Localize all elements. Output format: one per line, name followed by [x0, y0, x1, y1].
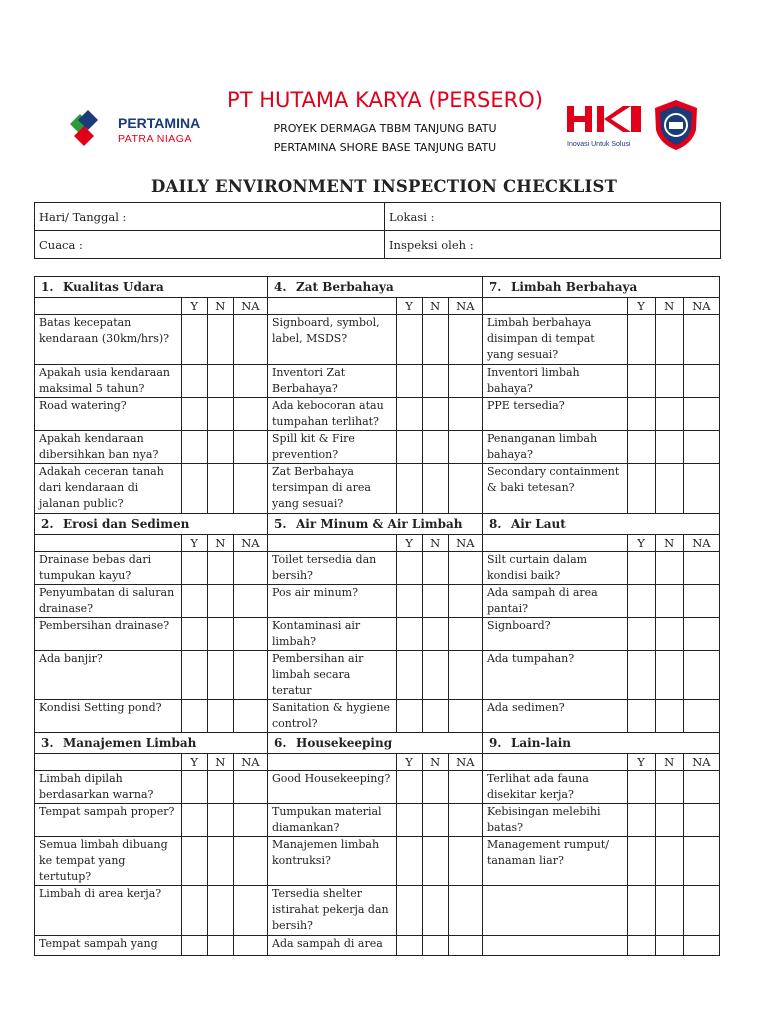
checklist-question: Management rumput/ tanaman liar? — [482, 837, 627, 886]
header-y: Y — [181, 535, 207, 552]
checklist-question: Pos air minum? — [268, 585, 397, 618]
answer-cell-y[interactable] — [627, 552, 655, 585]
answer-cell-na[interactable] — [448, 464, 482, 514]
checklist-question: Kondisi Setting pond? — [35, 700, 182, 733]
answer-cell-na[interactable] — [233, 315, 267, 365]
answer-cell-na[interactable] — [448, 771, 482, 804]
header-y: Y — [627, 535, 655, 552]
answer-cell-y[interactable] — [181, 886, 207, 936]
checklist-question: Pembersihan air limbah secara teratur — [268, 651, 397, 700]
checklist-question: Ada sampah di area pantai? — [482, 585, 627, 618]
answer-cell-na[interactable] — [448, 886, 482, 936]
header-n: N — [655, 754, 683, 771]
checklist-question: Zat Berbahaya tersimpan di area yang sesuai? — [268, 464, 397, 514]
checklist-table — [34, 276, 720, 956]
answer-cell-n[interactable] — [207, 398, 233, 431]
section-label: Zat Berbahaya — [296, 280, 394, 294]
section-label: Manajemen Limbah — [63, 736, 197, 750]
answer-cell-na[interactable] — [448, 618, 482, 651]
checklist-question: PPE tersedia? — [482, 398, 627, 431]
answer-cell-na[interactable] — [448, 651, 482, 700]
answer-cell-y[interactable] — [181, 585, 207, 618]
section-number: 1. — [41, 280, 54, 294]
checklist-row — [35, 804, 720, 837]
section-number: 9. — [488, 736, 502, 750]
checklist-question: Ada kebocoran atau tumpahan terlihat? — [268, 398, 397, 431]
answer-cell-n[interactable] — [655, 398, 683, 431]
checklist-question: Toilet tersedia dan bersih? — [268, 552, 397, 585]
answer-cell-y[interactable] — [396, 398, 422, 431]
answer-cell-na[interactable] — [448, 837, 482, 886]
checklist-question: Signboard? — [482, 618, 627, 651]
checklist-question: Ada sedimen? — [482, 700, 627, 733]
answer-cell-n[interactable] — [655, 365, 683, 398]
answer-cell-na[interactable] — [233, 936, 267, 956]
answer-cell-n[interactable] — [207, 365, 233, 398]
pertamina-logo-sub: PATRA NIAGA — [118, 133, 192, 145]
header-n: N — [207, 535, 233, 552]
section-title — [482, 733, 719, 754]
answer-cell-y[interactable] — [396, 837, 422, 886]
answer-cell-n[interactable] — [422, 651, 448, 700]
header-na: NA — [233, 535, 267, 552]
checklist-row — [35, 431, 720, 464]
document-title: DAILY ENVIRONMENT INSPECTION CHECKLIST — [150, 177, 618, 196]
checklist-question: Kontaminasi air limbah? — [268, 618, 397, 651]
answer-cell-y[interactable] — [396, 552, 422, 585]
section-number: 4. — [274, 280, 287, 294]
section-label: Air Laut — [510, 517, 566, 531]
info-table — [34, 202, 721, 259]
answer-cell-y[interactable] — [627, 936, 655, 956]
header-blank-cell — [482, 754, 627, 771]
answer-cell-na[interactable] — [233, 700, 267, 733]
answer-cell-n[interactable] — [207, 886, 233, 936]
answer-cell-y[interactable] — [181, 431, 207, 464]
checklist-question: Manajemen limbah kontruksi? — [268, 837, 397, 886]
section-number: 5. — [274, 517, 287, 531]
checklist-question: Signboard, symbol, label, MSDS? — [268, 315, 397, 365]
answer-cell-na[interactable] — [683, 315, 719, 365]
answer-cell-n[interactable] — [207, 771, 233, 804]
answer-cell-n[interactable] — [207, 585, 233, 618]
answer-cell-y[interactable] — [627, 886, 655, 936]
answer-cell-na[interactable] — [233, 804, 267, 837]
header-blank-cell — [35, 298, 182, 315]
answer-cell-y[interactable] — [181, 936, 207, 956]
checklist-question — [482, 886, 627, 936]
project-line-2: PERTAMINA SHORE BASE TANJUNG BATU — [273, 141, 497, 154]
section-title — [268, 733, 483, 754]
checklist-question: Adakah ceceran tanah dari kendaraan di jalanan public? — [35, 464, 182, 514]
header-blank-cell — [482, 298, 627, 315]
answer-cell-na[interactable] — [448, 365, 482, 398]
header-blank-cell — [268, 535, 397, 552]
checklist-question: Inventori limbah bahaya? — [482, 365, 627, 398]
answer-cell-n[interactable] — [422, 552, 448, 585]
answer-cell-y[interactable] — [396, 365, 422, 398]
answer-cell-n[interactable] — [655, 464, 683, 514]
checklist-row — [35, 365, 720, 398]
section-label: Lain-lain — [510, 736, 572, 750]
inspector-field[interactable]: Inspeksi oleh : — [385, 231, 721, 259]
answer-cell-na[interactable] — [683, 700, 719, 733]
date-field[interactable]: Hari/ Tanggal : — [35, 203, 385, 231]
checklist-question: Silt curtain dalam kondisi baik? — [482, 552, 627, 585]
page-header — [0, 0, 768, 175]
answer-cell-n[interactable] — [422, 431, 448, 464]
checklist-row — [35, 315, 720, 365]
checklist-question: Sanitation & hygiene control? — [268, 700, 397, 733]
checklist-question: Penanganan limbah bahaya? — [482, 431, 627, 464]
checklist-question: Terlihat ada fauna disekitar kerja? — [482, 771, 627, 804]
weather-field[interactable]: Cuaca : — [35, 231, 385, 259]
answer-cell-y[interactable] — [181, 315, 207, 365]
answer-cell-n[interactable] — [422, 936, 448, 956]
header-n: N — [655, 535, 683, 552]
answer-cell-n[interactable] — [207, 651, 233, 700]
answer-cell-n[interactable] — [422, 700, 448, 733]
section-title-row — [35, 733, 720, 754]
checklist-question: Road watering? — [35, 398, 182, 431]
answer-cell-n[interactable] — [655, 837, 683, 886]
header-blank-cell — [35, 535, 182, 552]
answer-cell-y[interactable] — [396, 315, 422, 365]
answer-cell-y[interactable] — [181, 398, 207, 431]
section-title — [268, 514, 483, 535]
answer-cell-na[interactable] — [448, 585, 482, 618]
answer-cell-n[interactable] — [655, 315, 683, 365]
section-number: 3. — [41, 736, 54, 750]
answer-cell-y[interactable] — [181, 651, 207, 700]
header-y: Y — [181, 298, 207, 315]
answer-cell-y[interactable] — [396, 464, 422, 514]
section-title — [35, 514, 268, 535]
checklist-row — [35, 936, 720, 956]
header-na: NA — [683, 754, 719, 771]
answer-cell-na[interactable] — [448, 315, 482, 365]
answer-cell-na[interactable] — [683, 618, 719, 651]
section-title — [35, 733, 268, 754]
answer-cell-na[interactable] — [233, 464, 267, 514]
checklist-row — [35, 398, 720, 431]
answer-cell-n[interactable] — [207, 431, 233, 464]
header-na: NA — [233, 754, 267, 771]
checklist-row — [35, 886, 720, 936]
checklist-question: Ada sampah di area — [268, 936, 397, 956]
header-y: Y — [627, 754, 655, 771]
section-label: Air Minum & Air Limbah — [296, 517, 463, 531]
answer-cell-y[interactable] — [627, 837, 655, 886]
header-blank-cell — [35, 754, 182, 771]
answer-cell-y[interactable] — [627, 464, 655, 514]
location-field[interactable]: Lokasi : — [385, 203, 721, 231]
answer-cell-na[interactable] — [448, 804, 482, 837]
section-number: 8. — [488, 517, 502, 531]
checklist-row — [35, 837, 720, 886]
answer-cell-n[interactable] — [422, 398, 448, 431]
header-y: Y — [627, 298, 655, 315]
answer-cell-y[interactable] — [627, 585, 655, 618]
answer-cell-n[interactable] — [655, 936, 683, 956]
checklist-question: Inventori Zat Berbahaya? — [268, 365, 397, 398]
header-n: N — [422, 535, 448, 552]
answer-cell-na[interactable] — [233, 886, 267, 936]
answer-cell-n[interactable] — [655, 804, 683, 837]
answer-cell-n[interactable] — [207, 700, 233, 733]
section-number: 6. — [274, 736, 287, 750]
header-na: NA — [683, 298, 719, 315]
header-n: N — [422, 754, 448, 771]
answer-cell-y[interactable] — [181, 464, 207, 514]
header-y: Y — [396, 754, 422, 771]
answer-cell-na[interactable] — [683, 552, 719, 585]
project-line-1: PROYEK DERMAGA TBBM TANJUNG BATU — [273, 122, 497, 135]
answer-cell-n[interactable] — [422, 618, 448, 651]
checklist-question: Tempat sampah yang — [35, 936, 182, 956]
checklist-row — [35, 552, 720, 585]
answer-cell-na[interactable] — [448, 552, 482, 585]
answer-cell-n[interactable] — [207, 552, 233, 585]
pertamina-logo — [68, 106, 208, 146]
answer-cell-n[interactable] — [207, 837, 233, 886]
answer-cell-n[interactable] — [207, 936, 233, 956]
checklist-question — [482, 936, 627, 956]
section-number: 7. — [488, 280, 502, 294]
answer-cell-n[interactable] — [207, 804, 233, 837]
checklist-question: Batas kecepatan kendaraan (30km/hrs)? — [35, 315, 182, 365]
yn-header-row — [35, 754, 720, 771]
answer-cell-n[interactable] — [207, 618, 233, 651]
header-n: N — [207, 754, 233, 771]
checklist-row — [35, 700, 720, 733]
answer-cell-y[interactable] — [627, 431, 655, 464]
answer-cell-na[interactable] — [683, 886, 719, 936]
section-label: Erosi dan Sedimen — [63, 517, 190, 531]
answer-cell-na[interactable] — [233, 837, 267, 886]
answer-cell-y[interactable] — [627, 651, 655, 700]
checklist-question: Limbah dipilah berdasarkan warna? — [35, 771, 182, 804]
checklist-question: Limbah berbahaya disimpan di tempat yang sesuai? — [482, 315, 627, 365]
checklist-question: Kebisingan melebihi batas? — [482, 804, 627, 837]
answer-cell-na[interactable] — [233, 771, 267, 804]
section-label: Kualitas Udara — [63, 280, 164, 294]
yn-header-row — [35, 298, 720, 315]
header-blank-cell — [268, 298, 397, 315]
header-n: N — [207, 298, 233, 315]
answer-cell-na[interactable] — [448, 936, 482, 956]
section-title-row — [35, 514, 720, 535]
section-label: Housekeeping — [296, 736, 393, 750]
section-title — [482, 514, 719, 535]
checklist-question: Tempat sampah proper? — [35, 804, 182, 837]
header-na: NA — [683, 535, 719, 552]
answer-cell-na[interactable] — [683, 398, 719, 431]
answer-cell-y[interactable] — [181, 365, 207, 398]
answer-cell-na[interactable] — [683, 585, 719, 618]
answer-cell-n[interactable] — [655, 700, 683, 733]
answer-cell-y[interactable] — [627, 771, 655, 804]
answer-cell-y[interactable] — [396, 651, 422, 700]
header-n: N — [655, 298, 683, 315]
checklist-row — [35, 585, 720, 618]
checklist-question: Semua limbah dibuang ke tempat yang tertutup? — [35, 837, 182, 886]
checklist-question: Tumpukan material diamankan? — [268, 804, 397, 837]
answer-cell-n[interactable] — [422, 365, 448, 398]
header-n: N — [422, 298, 448, 315]
answer-cell-na[interactable] — [683, 365, 719, 398]
checklist-row — [35, 464, 720, 514]
answer-cell-n[interactable] — [422, 315, 448, 365]
answer-cell-y[interactable] — [181, 552, 207, 585]
answer-cell-y[interactable] — [627, 804, 655, 837]
checklist-question: Pembersihan drainase? — [35, 618, 182, 651]
answer-cell-y[interactable] — [396, 771, 422, 804]
header-na: NA — [448, 754, 482, 771]
answer-cell-y[interactable] — [181, 837, 207, 886]
checklist-question: Limbah di area kerja? — [35, 886, 182, 936]
answer-cell-y[interactable] — [181, 618, 207, 651]
section-title — [268, 277, 483, 298]
checklist-question: Ada banjir? — [35, 651, 182, 700]
answer-cell-y[interactable] — [396, 585, 422, 618]
answer-cell-na[interactable] — [233, 585, 267, 618]
pertamina-logo-name: PERTAMINA — [118, 115, 201, 131]
answer-cell-n[interactable] — [655, 585, 683, 618]
answer-cell-n[interactable] — [655, 618, 683, 651]
answer-cell-n[interactable] — [207, 464, 233, 514]
answer-cell-n[interactable] — [422, 464, 448, 514]
answer-cell-y[interactable] — [181, 771, 207, 804]
answer-cell-n[interactable] — [422, 585, 448, 618]
answer-cell-n[interactable] — [655, 771, 683, 804]
answer-cell-na[interactable] — [683, 651, 719, 700]
header-na: NA — [448, 535, 482, 552]
answer-cell-n[interactable] — [422, 804, 448, 837]
answer-cell-na[interactable] — [683, 431, 719, 464]
answer-cell-n[interactable] — [655, 651, 683, 700]
answer-cell-na[interactable] — [683, 936, 719, 956]
answer-cell-y[interactable] — [627, 700, 655, 733]
checklist-question: Ada tumpahan? — [482, 651, 627, 700]
checklist-question: Secondary containment & baki tetesan? — [482, 464, 627, 514]
answer-cell-y[interactable] — [181, 700, 207, 733]
answer-cell-y[interactable] — [181, 804, 207, 837]
answer-cell-na[interactable] — [233, 431, 267, 464]
yn-header-row — [35, 535, 720, 552]
section-title — [482, 277, 719, 298]
company-name: PT HUTAMA KARYA (PERSERO) — [227, 88, 543, 112]
header-y: Y — [396, 535, 422, 552]
section-title — [35, 277, 268, 298]
answer-cell-na[interactable] — [448, 700, 482, 733]
answer-cell-na[interactable] — [683, 804, 719, 837]
header-na: NA — [448, 298, 482, 315]
section-number: 2. — [41, 517, 54, 531]
section-label: Limbah Berbahaya — [510, 280, 638, 294]
answer-cell-n[interactable] — [422, 837, 448, 886]
answer-cell-y[interactable] — [396, 936, 422, 956]
answer-cell-na[interactable] — [233, 398, 267, 431]
checklist-question: Drainase bebas dari tumpukan kayu? — [35, 552, 182, 585]
answer-cell-na[interactable] — [233, 651, 267, 700]
checklist-row — [35, 618, 720, 651]
hk-tagline: Inovasi Untuk Solusi — [567, 141, 631, 148]
answer-cell-y[interactable] — [627, 315, 655, 365]
answer-cell-y[interactable] — [396, 431, 422, 464]
answer-cell-y[interactable] — [396, 886, 422, 936]
header-y: Y — [181, 754, 207, 771]
shield-emblem-icon — [652, 98, 700, 152]
answer-cell-n[interactable] — [655, 886, 683, 936]
answer-cell-n[interactable] — [207, 315, 233, 365]
answer-cell-na[interactable] — [683, 837, 719, 886]
answer-cell-na[interactable] — [233, 365, 267, 398]
answer-cell-y[interactable] — [627, 398, 655, 431]
answer-cell-na[interactable] — [233, 552, 267, 585]
answer-cell-y[interactable] — [396, 618, 422, 651]
answer-cell-na[interactable] — [233, 618, 267, 651]
answer-cell-na[interactable] — [683, 771, 719, 804]
answer-cell-n[interactable] — [655, 552, 683, 585]
answer-cell-na[interactable] — [448, 398, 482, 431]
header-blank-cell — [482, 535, 627, 552]
checklist-question: Apakah kendaraan dibersihkan ban nya? — [35, 431, 182, 464]
answer-cell-na[interactable] — [683, 464, 719, 514]
answer-cell-n[interactable] — [422, 886, 448, 936]
answer-cell-n[interactable] — [422, 771, 448, 804]
header-y: Y — [396, 298, 422, 315]
answer-cell-y[interactable] — [396, 804, 422, 837]
answer-cell-y[interactable] — [627, 365, 655, 398]
answer-cell-na[interactable] — [448, 431, 482, 464]
checklist-question: Apakah usia kendaraan maksimal 5 tahun? — [35, 365, 182, 398]
checklist-question: Penyumbatan di saluran drainase? — [35, 585, 182, 618]
answer-cell-y[interactable] — [396, 700, 422, 733]
checklist-question: Good Housekeeping? — [268, 771, 397, 804]
header-na: NA — [233, 298, 267, 315]
checklist-question: Spill kit & Fire prevention? — [268, 431, 397, 464]
checklist-row — [35, 771, 720, 804]
header-blank-cell — [268, 754, 397, 771]
checklist-row — [35, 651, 720, 700]
hutama-karya-logo — [565, 100, 645, 152]
checklist-question: Tersedia shelter istirahat pekerja dan bersih? — [268, 886, 397, 936]
section-title-row — [35, 277, 720, 298]
answer-cell-y[interactable] — [627, 618, 655, 651]
answer-cell-n[interactable] — [655, 431, 683, 464]
